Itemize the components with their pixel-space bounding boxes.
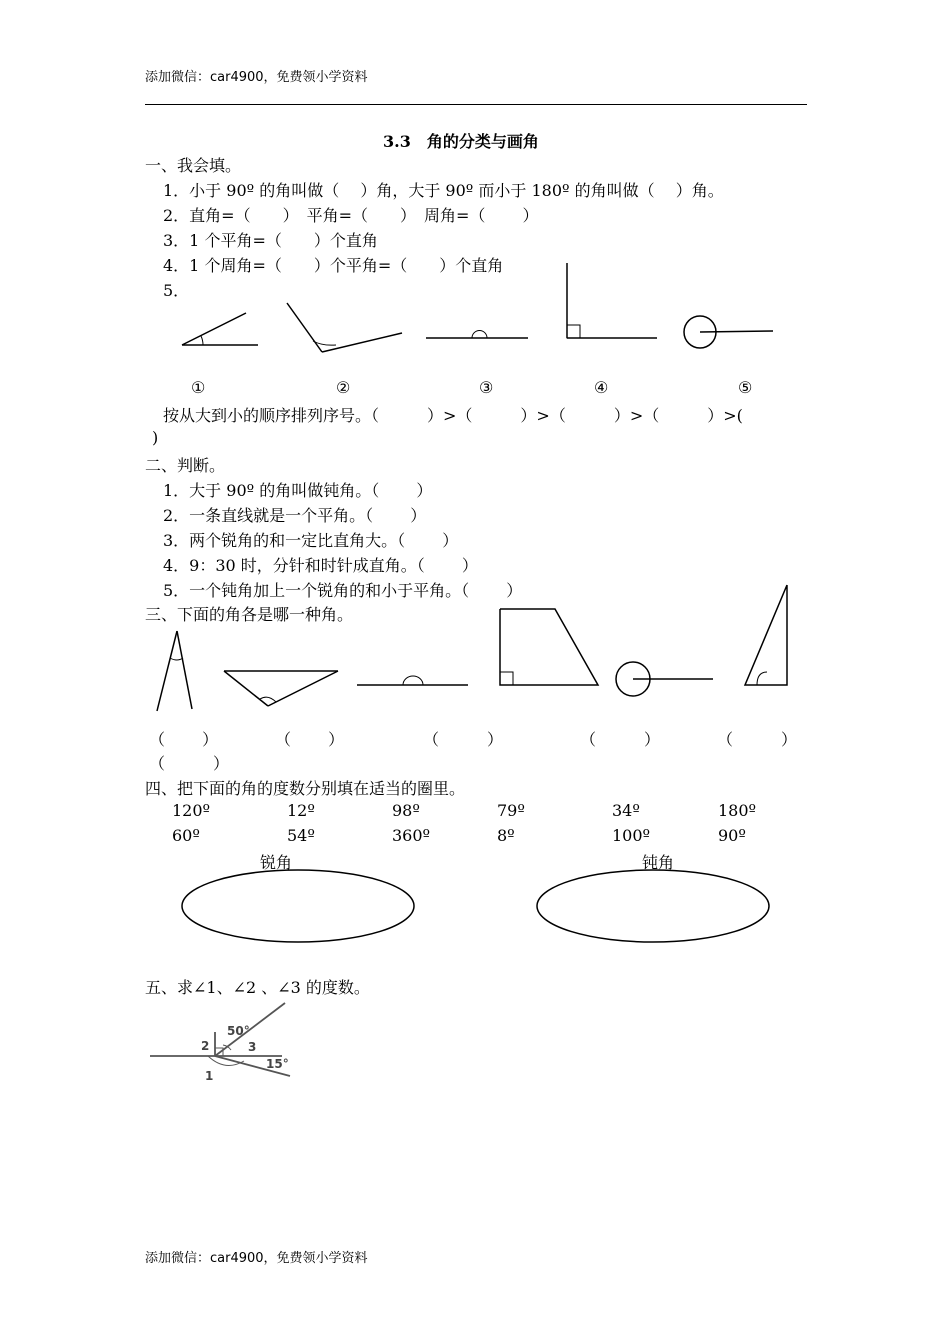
s2-question-1: 1．大于 90º 的角叫做钝角。（ ） [163,481,433,500]
s1-angle-1-figure [182,313,258,345]
s3-angle-1-figure [157,631,192,711]
s2-question-5: 5．一个钝角加上一个锐角的和小于平角。（ ） [163,581,523,600]
fig-label-2: 2 [201,1039,210,1053]
fig-label-15: 15° [266,1057,289,1071]
s1-question-2: 2．直角=（ ） 平角=（ ） 周角=（ ） [163,206,539,225]
degree-value: 360º [392,826,431,845]
degree-value: 100º [612,826,651,845]
s3-blank-1: （ ） [149,730,219,749]
s3-angle-5-figure [616,662,713,696]
degree-value: 98º [392,801,420,820]
fig-label-1: 1 [205,1069,214,1083]
s2-question-2: 2．一条直线就是一个平角。（ ） [163,506,427,525]
s3-blank-4: （ ） [580,730,661,749]
order-line: 按从大到小的顺序排列序号。（ ）>（ ）>（ ）>（ ）>( [163,406,743,425]
s2-question-3: 3．两个锐角的和一定比直角大。（ ） [163,531,459,550]
degree-value: 79º [497,801,525,820]
angle-label-2: ② [336,378,351,397]
s3-trapezoid-figure [500,609,598,685]
section5-heading: 五、求∠1、∠2 、∠3 的度数。 [145,978,370,997]
footer-note: 添加微信：car4900，免费领小学资料 [145,1251,368,1266]
s1-question-3: 3．1 个平角=（ ）个直角 [163,231,378,250]
section2-heading: 二、判断。 [145,456,226,475]
header-note: 添加微信：car4900，免费领小学资料 [145,70,368,85]
s1-question-4: 4．1 个周角=（ ）个平角=（ ）个直角 [163,256,504,275]
degree-value: 54º [287,826,315,845]
angle-label-1: ① [191,378,206,397]
s3-blank-5: （ ） [717,730,798,749]
fig-label-3: 3 [248,1040,257,1054]
obtuse-angle-circle [537,870,769,942]
degree-value: 34º [612,801,640,820]
section4-heading: 四、把下面的角的度数分别填在适当的圈里。 [145,779,466,798]
s3-blank-6: （ ） [149,754,230,773]
s1-angle-3-figure [426,330,528,338]
acute-angle-circle [182,870,414,942]
s3-blank-2: （ ） [275,730,345,749]
s1-angle-4-figure [567,263,657,338]
s3-triangle-figure [745,585,787,685]
acute-label: 锐角 [260,853,293,872]
fig-label-50: 50° [227,1024,250,1038]
angle-label-5: ⑤ [738,378,753,397]
degree-value: 8º [497,826,515,845]
angle-label-4: ④ [594,378,609,397]
degree-value: 120º [172,801,211,820]
order-line-end: ) [152,428,159,447]
s3-angle-3-figure [357,676,468,685]
s3-angle-2-figure [224,671,338,706]
degree-value: 90º [718,826,746,845]
degree-value: 12º [287,801,315,820]
section3-heading: 三、下面的角各是哪一种角。 [145,605,354,624]
s1-question-5: 5． [163,281,190,300]
s1-question-1: 1．小于 90º 的角叫做（ ）角，大于 90º 而小于 180º 的角叫做（ ）角。 [163,181,724,200]
degree-value: 180º [718,801,757,820]
s1-angle-5-figure [684,316,773,348]
page-title: 3.3 角的分类与画角 [383,132,539,151]
s1-angle-2-figure [287,303,402,352]
s2-question-4: 4．9：30 时，分针和时针成直角。（ ） [163,556,478,575]
section1-heading: 一、我会填。 [145,156,242,175]
degree-value: 60º [172,826,200,845]
obtuse-label: 钝角 [642,853,675,872]
angle-label-3: ③ [479,378,494,397]
s3-blank-3: （ ） [423,730,504,749]
